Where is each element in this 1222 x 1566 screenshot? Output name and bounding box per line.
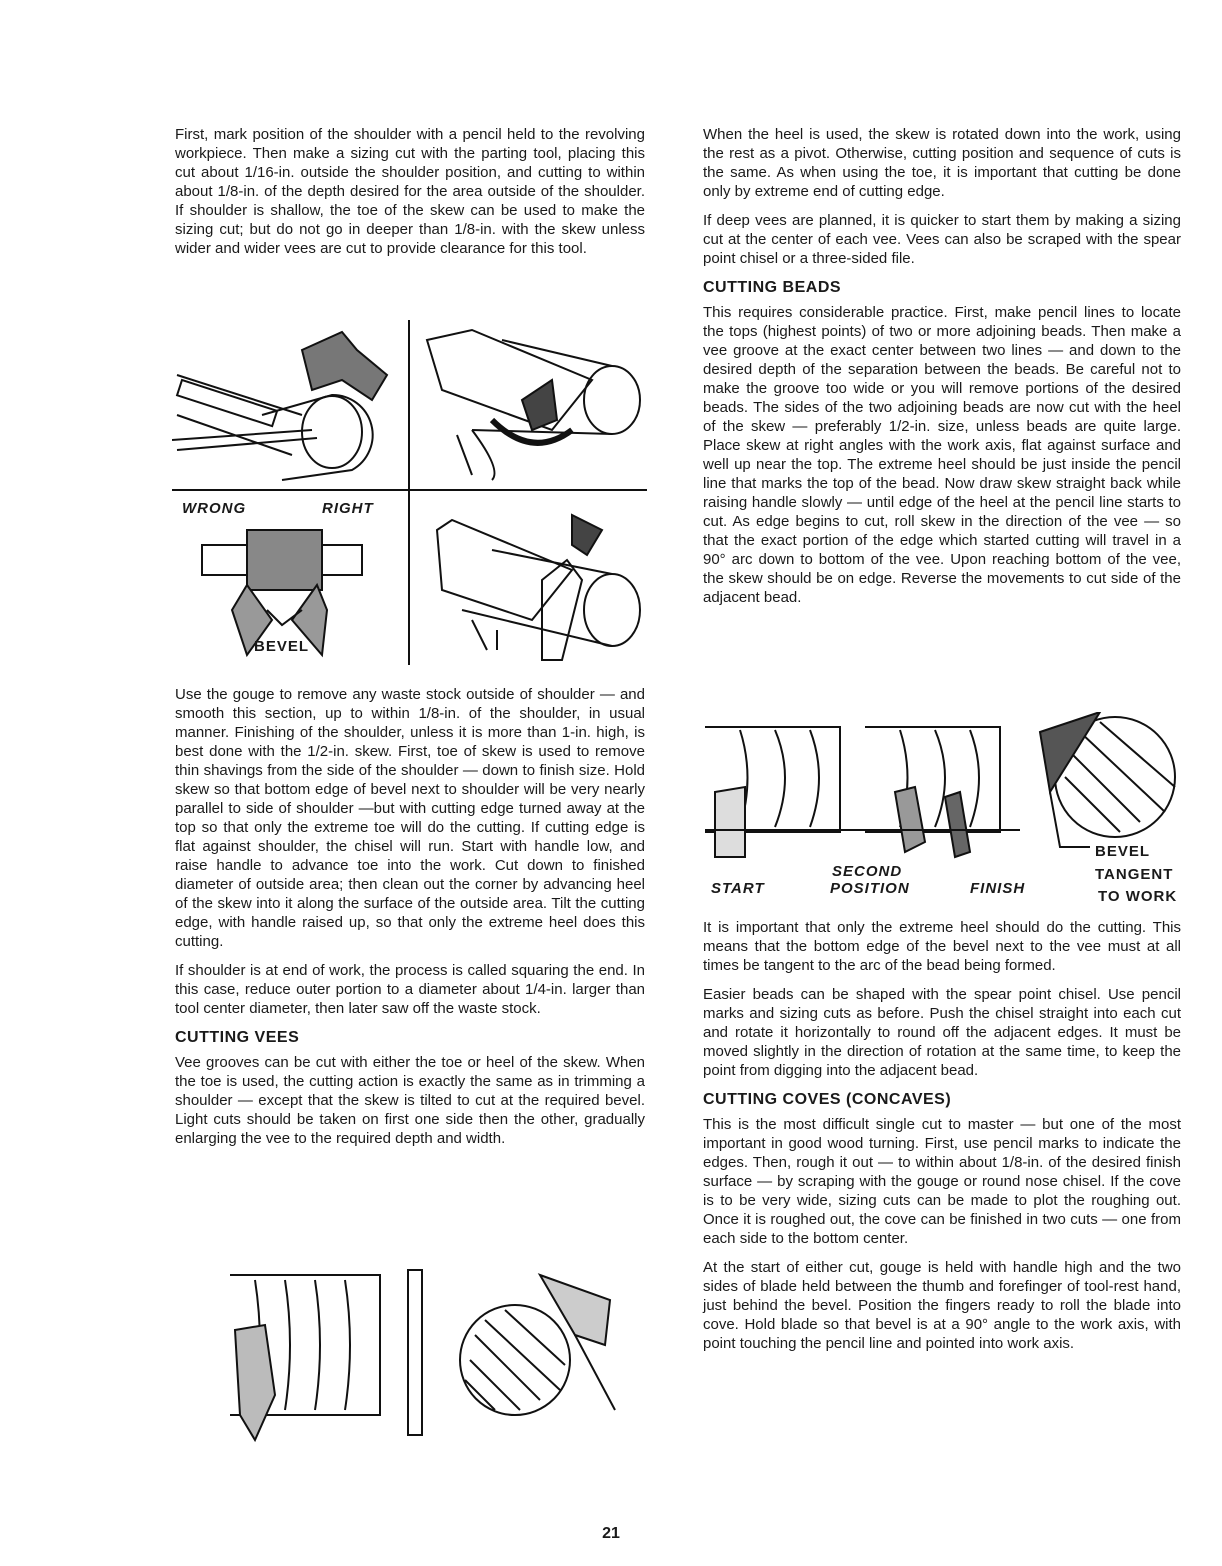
section-heading-beads: CUTTING BEADS — [703, 279, 842, 296]
label-wrong: WRONG — [182, 500, 247, 517]
label-bevel: BEVEL — [254, 638, 310, 655]
section-heading-vees: CUTTING VEES — [175, 1029, 300, 1046]
paragraph: This is the most difficult single cut to master — but one of the most important in good wood turning. First, use pencil marks to indicate the edges. Then, rough it out — to within about 1/8-in. of the desired finish surface — by scraping with the gouge or round nose chisel. If the cove is to be very wide, sizing cuts can be made to plot the roughing out. Once it is roughed out, the cove can be finished in two cuts — one from each side to the bottom center. — [703, 1116, 1181, 1247]
paragraph: It is important that only the extreme heel should do the cutting. This means that the bottom edge of the bevel next to the vee must at all times be tangent to the arc of the bead being formed. — [703, 919, 1181, 974]
paragraph: Vee grooves can be cut with either the toe or heel of the skew. When the toe is used, the cutting action is exactly the same as in trimming a shoulder — except that the skew is tilted to cut at the required bevel. Light cuts should be taken on first one side then the other, gradually enlarging the vee to the required depth and width. — [175, 1054, 645, 1147]
right-column-continued — [703, 918, 1181, 1363]
label-right: RIGHT — [322, 500, 374, 517]
skew-shoulder-illustration — [172, 320, 647, 665]
paragraph: When the heel is used, the skew is rotated down into the work, using the rest as a pivot. Otherwise, cutting position and sequence of cuts is the same. As when using the toe, it is important that cutting be done only by extreme end of cutting edge. — [703, 126, 1181, 200]
paragraph: First, mark position of the shoulder with a pencil held to the revolving workpiece. Then make a sizing cut with the parting tool, placing this cut about 1/16-in. outside the shoulder position, and cutting to within about 1/8-in. of the depth desired for the area outside of the shoulder. If shoulder is shallow, the toe of the skew can be used to make the sizing cut; but do not go in deeper than 1/8-in. with the skew unless wider and wider vees are cut to provide clearance for this tool. — [175, 126, 645, 257]
page-number: 21 — [602, 1525, 620, 1542]
section-heading-coves: CUTTING COVES (CONCAVES) — [703, 1091, 952, 1108]
label-tangent: TANGENT — [1095, 866, 1174, 883]
paragraph: If deep vees are planned, it is quicker to start them by making a sizing cut at the center of each vee. Vees can also be scraped with the spear point chisel or a three-sided file. — [703, 212, 1181, 267]
label-to-work: TO WORK — [1098, 888, 1178, 905]
paragraph: At the start of either cut, gouge is held with handle high and the two sides of blade held between the thumb and forefinger of tool-rest hand, just behind the bevel. Position the fingers ready to roll the blade into cove. Hold blade so that bevel is at a 90° angle to the work axis, with point touching the pencil line and pointed into work axis. — [703, 1259, 1181, 1352]
label-finish: FINISH — [970, 880, 1026, 897]
vee-grooves-illustration — [220, 1265, 635, 1445]
left-column — [175, 125, 645, 268]
label-bevel-2: BEVEL — [1095, 843, 1151, 860]
label-start: START — [711, 880, 765, 897]
paragraph: This requires considerable practice. First, make pencil lines to locate the tops (highest points) of two or more adjoining beads. Then make a vee groove at the exact center between two lines — and down to the desired depth of the separation between the beads. Be careful not to make the groove too wide or you will remove portions of the desired beads. The sides of the two adjoining beads are now cut with the heel of the skew — preferably 1/2-in. size, unless beads are quite large. Place skew at right angles with the work axis, flat against surface and well up near the top. The extreme heel should be just inside the pencil line that marks the top of the bead. Now draw skew straight back while raising handle slowly — until edge of the heel at the pencil line starts to cut. As edge begins to cut, roll skew in the direction of the vee — so that the exact portion of the edge which started cutting will travel in a 90° arc down to bottom of the vee. Upon reaching bottom of the vee, the skew should be on edge. Reverse the movements to cut side of the adjacent bead. — [703, 304, 1181, 606]
label-second: SECOND — [832, 863, 903, 880]
right-column — [703, 125, 1181, 617]
paragraph: If shoulder is at end of work, the process is called squaring the end. In this case, reduce outer portion to a diameter about 1/4-in. larger than tool center diameter, then later saw off the waste stock. — [175, 962, 645, 1017]
paragraph: Easier beads can be shaped with the spear point chisel. Use pencil marks and sizing cuts as before. Push the chisel straight into each cut and rotate it horizontally to round off the adjacent edges. It must be moved slightly in the direction of rotation at the same time, to keep the point from digging into the adjacent bead. — [703, 986, 1181, 1079]
label-position: POSITION — [830, 880, 910, 897]
paragraph: Use the gouge to remove any waste stock outside of shoulder — and smooth this section, up to within 1/8-in. of the shoulder, in usual manner. Finishing of the shoulder, unless it is more than 1-in. high, is best done with the 1/2-in. skew. First, toe of skew is used to remove thin shavings from the side of the shoulder — down to finish size. Hold skew so that bottom edge of bevel next to shoulder will be very nearly parallel to side of shoulder —but with cutting edge turned away at the top so that only the extreme toe will do the cutting. If cutting edge is flat against shoulder, the chisel will run. Start with handle low, and raise handle to advance toe into the work. Cut down to finished diameter of outside area; then clean out the corner by advancing heel of the skew into it along the surface of the outside area. Tilt the cutting edge, with handle raised up, so that only the extreme heel does this cutting. — [175, 686, 645, 950]
figure-wrong-right — [172, 320, 647, 665]
left-column-continued — [175, 685, 645, 1158]
figure-vee-grooves — [220, 1265, 635, 1445]
